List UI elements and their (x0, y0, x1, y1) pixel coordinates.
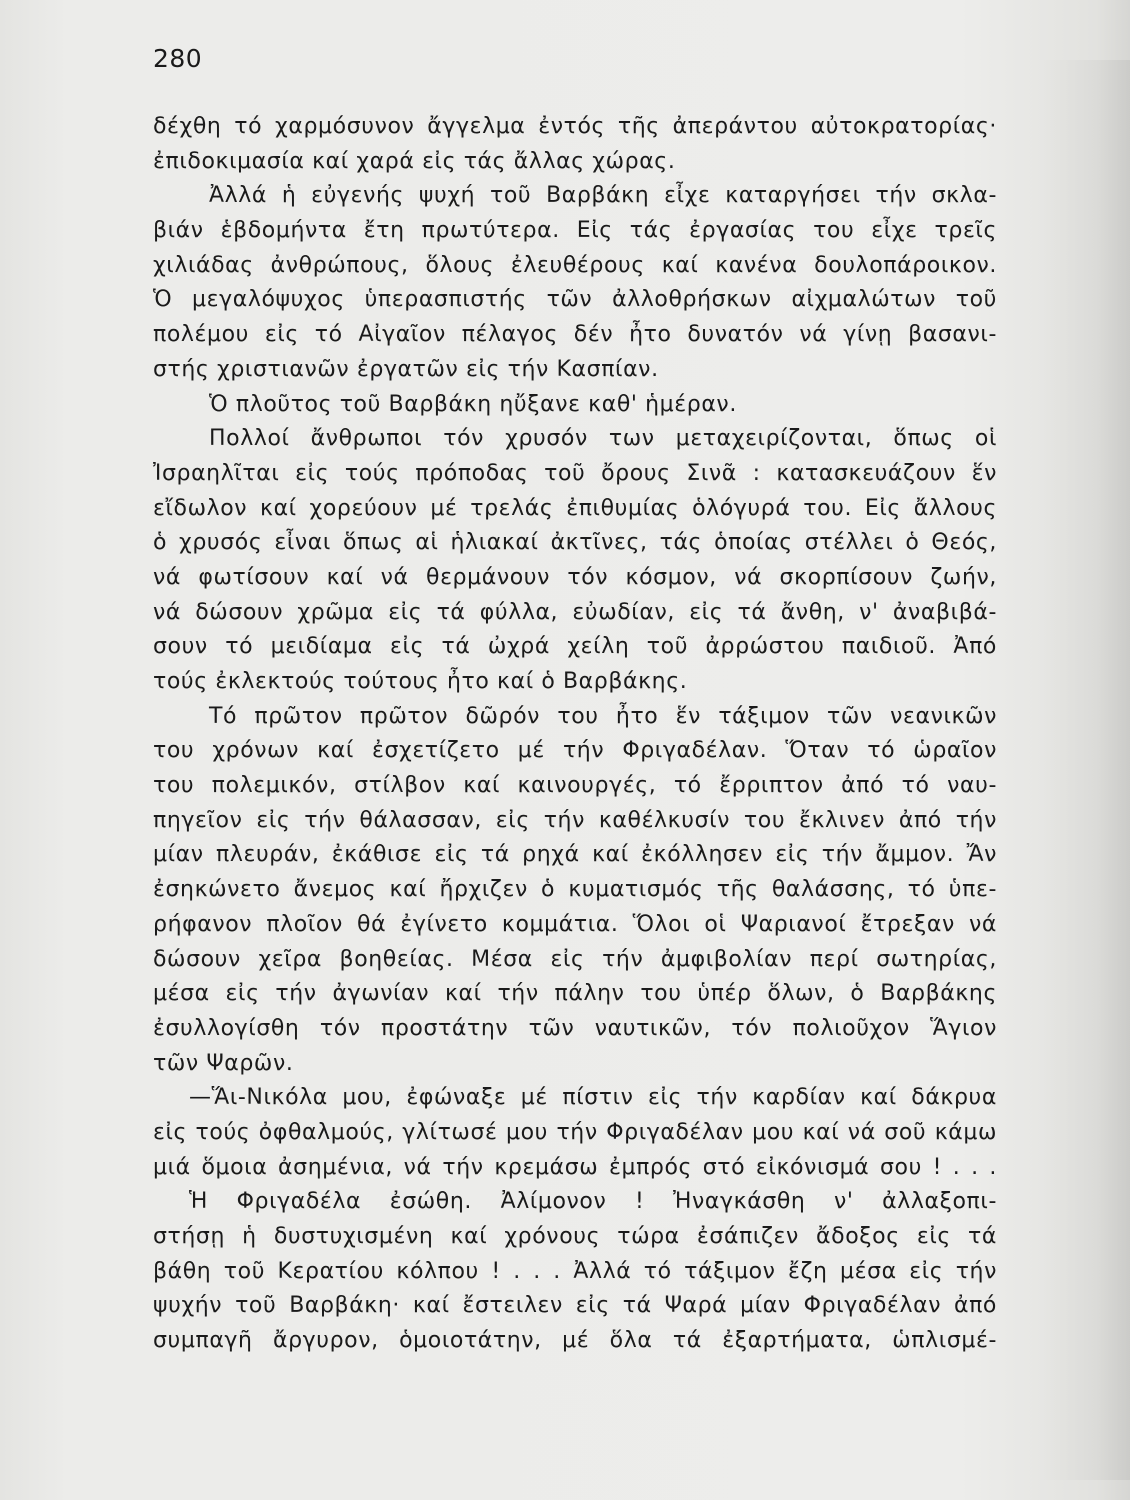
text-line: Ἡ Φριγαδέλα ἐσώθη. Ἀλίμονον ! Ἠναγκάσθη ν' ἀλλαξοπι- (189, 1189, 997, 1215)
text-line: βιάν ἑβδομήντα ἔτη πρωτύτερα. Εἰς τάς ἐργασίας του εἶχε τρεῖς (153, 218, 997, 244)
text-line: πηγεῖον εἰς τήν θάλασσαν, εἰς τήν καθέλκυσίν του ἔκλινεν ἀπό τήν (153, 807, 997, 833)
text-line: δέχθη τό χαρμόσυνον ἄγγελμα ἐντός τῆς ἀπεράντου αὐτοκρατορίας· (153, 114, 997, 139)
text-line: Πολλοί ἄνθρωποι τόν χρυσόν των μεταχειρίζονται, ὅπως οἱ (209, 426, 997, 452)
text-line: δώσουν χεῖρα βοηθείας. Μέσα εἰς τήν ἀμφιβολίαν περί σωτηρίας, (153, 946, 997, 972)
text-line: στήσῃ ἡ δυστυχισμένη καί χρόνους τώρα ἐσάπιζεν ἄδοξος εἰς τά (153, 1224, 997, 1249)
text-line: μίαν πλευράν, ἐκάθισε εἰς τά ρηχά καί ἐκόλλησεν εἰς τήν ἄμμον. Ἄν (153, 842, 997, 868)
text-line: πολέμου εἰς τό Αἰγαῖον πέλαγος δέν ἦτο δυνατόν νά γίνῃ βασανι- (153, 322, 997, 348)
text-line: του χρόνων καί ἐσχετίζετο μέ τήν Φριγαδέλαν. Ὅταν τό ὡραῖον (153, 738, 997, 764)
text-line: ἐσηκώνετο ἄνεμος καί ἤρχιζεν ὁ κυματισμός τῆς θαλάσσης, τό ὑπε- (153, 877, 997, 903)
text-line: βάθη τοῦ Κερατίου κόλπου ! . . . Ἀλλά τό τάξιμον ἔζη μέσα εἰς τήν (153, 1258, 997, 1284)
text-line: τούς ἐκλεκτούς τούτους ἦτο καί ὁ Βαρβάκης. (153, 669, 688, 694)
text-line: ἐσυλλογίσθη τόν προστάτην τῶν ναυτικῶν, τόν πολιοῦχον Ἅγιον (153, 1015, 997, 1041)
text-line: ψυχήν τοῦ Βαρβάκη· καί ἔστειλεν εἰς τά Ψαρά μίαν Φριγαδέλαν ἀπό (153, 1293, 997, 1319)
page-number: 280 (153, 44, 203, 73)
text-line: ὁ χρυσός εἶναι ὅπως αἱ ἡλιακαί ἀκτῖνες, τάς ὁποίας στέλλει ὁ Θεός, (153, 530, 997, 556)
page-edge-shadow (1040, 60, 1130, 1480)
text-line: —Ἅι-Νικόλα μου, ἐφώναξε μέ πίστιν εἰς τήν καρδίαν καί δάκρυα (189, 1085, 997, 1111)
text-line: Ἀλλά ἡ εὐγενής ψυχή τοῦ Βαρβάκη εἶχε καταργήσει τήν σκλα- (209, 183, 997, 209)
text-line: του πολεμικόν, στίλβον καί καινουργές, τό ἔρριπτον ἀπό τό ναυ- (153, 773, 997, 799)
text-line: χιλιάδας ἀνθρώπους, ὅλους ἐλευθέρους καί κανένα δουλοπάροικον. (153, 252, 997, 278)
text-line: Τό πρῶτον πρῶτον δῶρόν του ἦτο ἕν τάξιμον τῶν νεανικῶν (209, 703, 997, 729)
text-line: συμπαγῆ ἄργυρον, ὁμοιοτάτην, μέ ὅλα τά ἐξαρτήματα, ὡπλισμέ- (153, 1328, 997, 1354)
text-line: στής χριστιανῶν ἐργατῶν εἰς τήν Κασπίαν. (153, 356, 659, 382)
text-line: ἐπιδοκιμασία καί χαρά εἰς τάς ἄλλας χώρας. (153, 148, 676, 174)
text-line: σουν τό μειδίαμα εἰς τά ὠχρά χείλη τοῦ ἀρρώστου παιδιοῦ. Ἀπό (153, 634, 997, 660)
text-line: μιά ὅμοια ἀσημένια, νά τήν κρεμάσω ἐμπρός στό εἰκόνισμά σου ! . . . (153, 1154, 997, 1180)
text-line: Ἰσραηλῖται εἰς τούς πρόποδας τοῦ ὄρους Σινᾶ : κατασκευάζουν ἕν (153, 460, 997, 486)
text-line: εἴδωλον καί χορεύουν μέ τρελάς ἐπιθυμίας ὁλόγυρά του. Εἰς ἄλλους (153, 495, 997, 521)
text-line: νά δώσουν χρῶμα εἰς τά φύλλα, εὐωδίαν, εἰς τά ἄνθη, ν' ἀναβιβά- (153, 599, 997, 625)
text-line: ρήφανον πλοῖον θά ἐγίνετο κομμάτια. Ὅλοι οἱ Ψαριανοί ἔτρεξαν νά (153, 911, 997, 937)
text-line: τῶν Ψαρῶν. (153, 1050, 294, 1076)
text-line: Ὁ πλοῦτος τοῦ Βαρβάκη ηὔξανε καθ' ἡμέραν. (209, 391, 737, 417)
text-line: εἰς τούς ὀφθαλμούς, γλίτωσέ μου τήν Φριγαδέλαν μου καί νά σοῦ κάμω (153, 1119, 997, 1145)
body-text (153, 110, 997, 1359)
text-line: Ὁ μεγαλόψυχος ὑπερασπιστής τῶν ἀλλοθρήσκων αἰχμαλώτων τοῦ (153, 287, 997, 313)
text-line: μέσα εἰς τήν ἀγωνίαν καί τήν πάλην του ὑπέρ ὅλων, ὁ Βαρβάκης (153, 981, 997, 1007)
text-line: νά φωτίσουν καί νά θερμάνουν τόν κόσμον, νά σκορπίσουν ζωήν, (153, 564, 997, 590)
